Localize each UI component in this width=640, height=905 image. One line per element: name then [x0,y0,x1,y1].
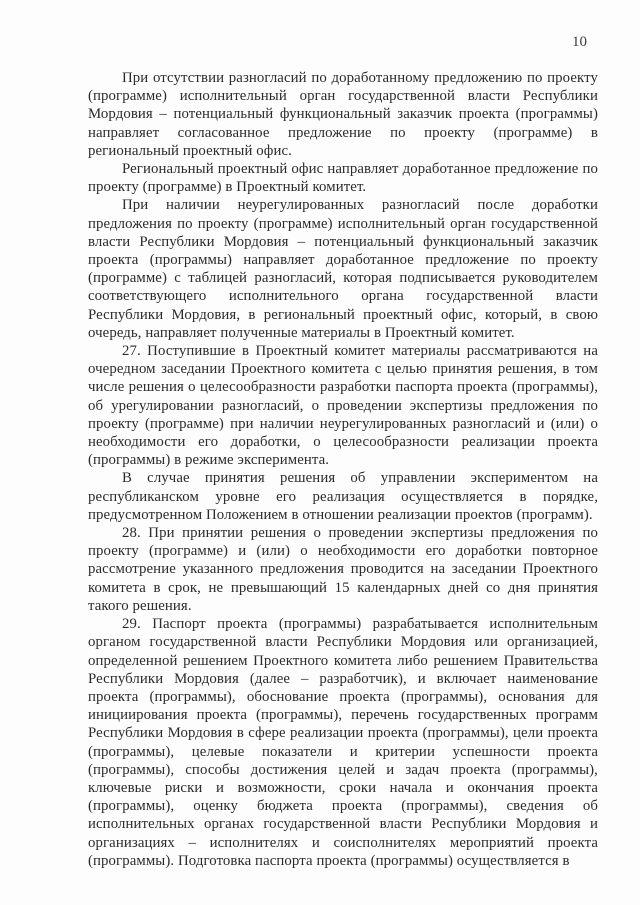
document-body [88,69,598,870]
paragraph: При наличии неурегулированных разногласий после доработки предложения по проекту (программе) исполнительный орган государственной власти Республики Мордовия – потенциальный функциональный заказчик проекта (программы) направляет доработанное предложение по проекту (программе) с таблицей разногласий, которая подписывается руководителем соответствующего исполнительного органа государственной власти Республики Мордовия, в региональный проектный офис, который, в свою очередь, направляет полученные материалы в Проектный комитет. [88,197,598,341]
paragraph: 28. При принятии решения о проведении экспертизы предложения по проекту (программе) и (или) о необходимости его доработки повторное рассмотрение указанного предложения проводится на заседании Проектного комитета в срок, не превышающий 15 календарных дней со дня принятия такого решения. [88,525,598,614]
page-number: 10 [572,34,587,50]
paragraph: В случае принятия решения об управлении экспериментом на республиканском уровне его реализация осуществляется в порядке, предусмотренном Положением в отношении реализации проектов (программ). [88,470,598,523]
paragraph: 27. Поступившие в Проектный комитет материалы рассматриваются на очередном заседании Проектного комитета с целью принятия решения, в том числе решения о целесообразности разработки паспорта проекта (программы), об урегулировании разногласий, о проведении экспертизы предложения по проекту (программе) при наличии неурегулированных разногласий и (или) о необходимости его доработки, о целесообразности реализации проекта (программы) в режиме эксперимента. [88,343,598,469]
paragraph: 29. Паспорт проекта (программы) разрабатывается исполнительным органом государственной власти Республики Мордовия или организацией, определенной решением Проектного комитета либо решением Правительства Республики Мордовия (далее – разработчик), и включает наименование проекта (программы), обоснование проекта (программы), основания для инициирования проекта (программы), перечень государственных программ Республики Мордовия в сфере реализации проекта (программы), цели проекта (программы), целевые показатели и критерии успешности проекта (программы), способы достижения целей и задач проекта (программы), ключевые риски и возможности, сроки начала и окончания проекта (программы), оценку бюджета проекта (программы), сведения об исполнительных органах государственной власти Республики Мордовия и организациях – исполнителях и соисполнителях мероприятий проекта (программы). Подготовка паспорта проекта (программы) осуществляется в [88,616,598,869]
paragraph: При отсутствии разногласий по доработанному предложению по проекту (программе) исполнительный орган государственной власти Республики Мордовия – потенциальный функциональный заказчик проекта (программы) направляет согласованное предложение по проекту (программе) в региональный проектный офис. [88,70,598,159]
paragraph: Региональный проектный офис направляет доработанное предложение по проекту (программе) в Проектный комитет. [88,161,598,196]
